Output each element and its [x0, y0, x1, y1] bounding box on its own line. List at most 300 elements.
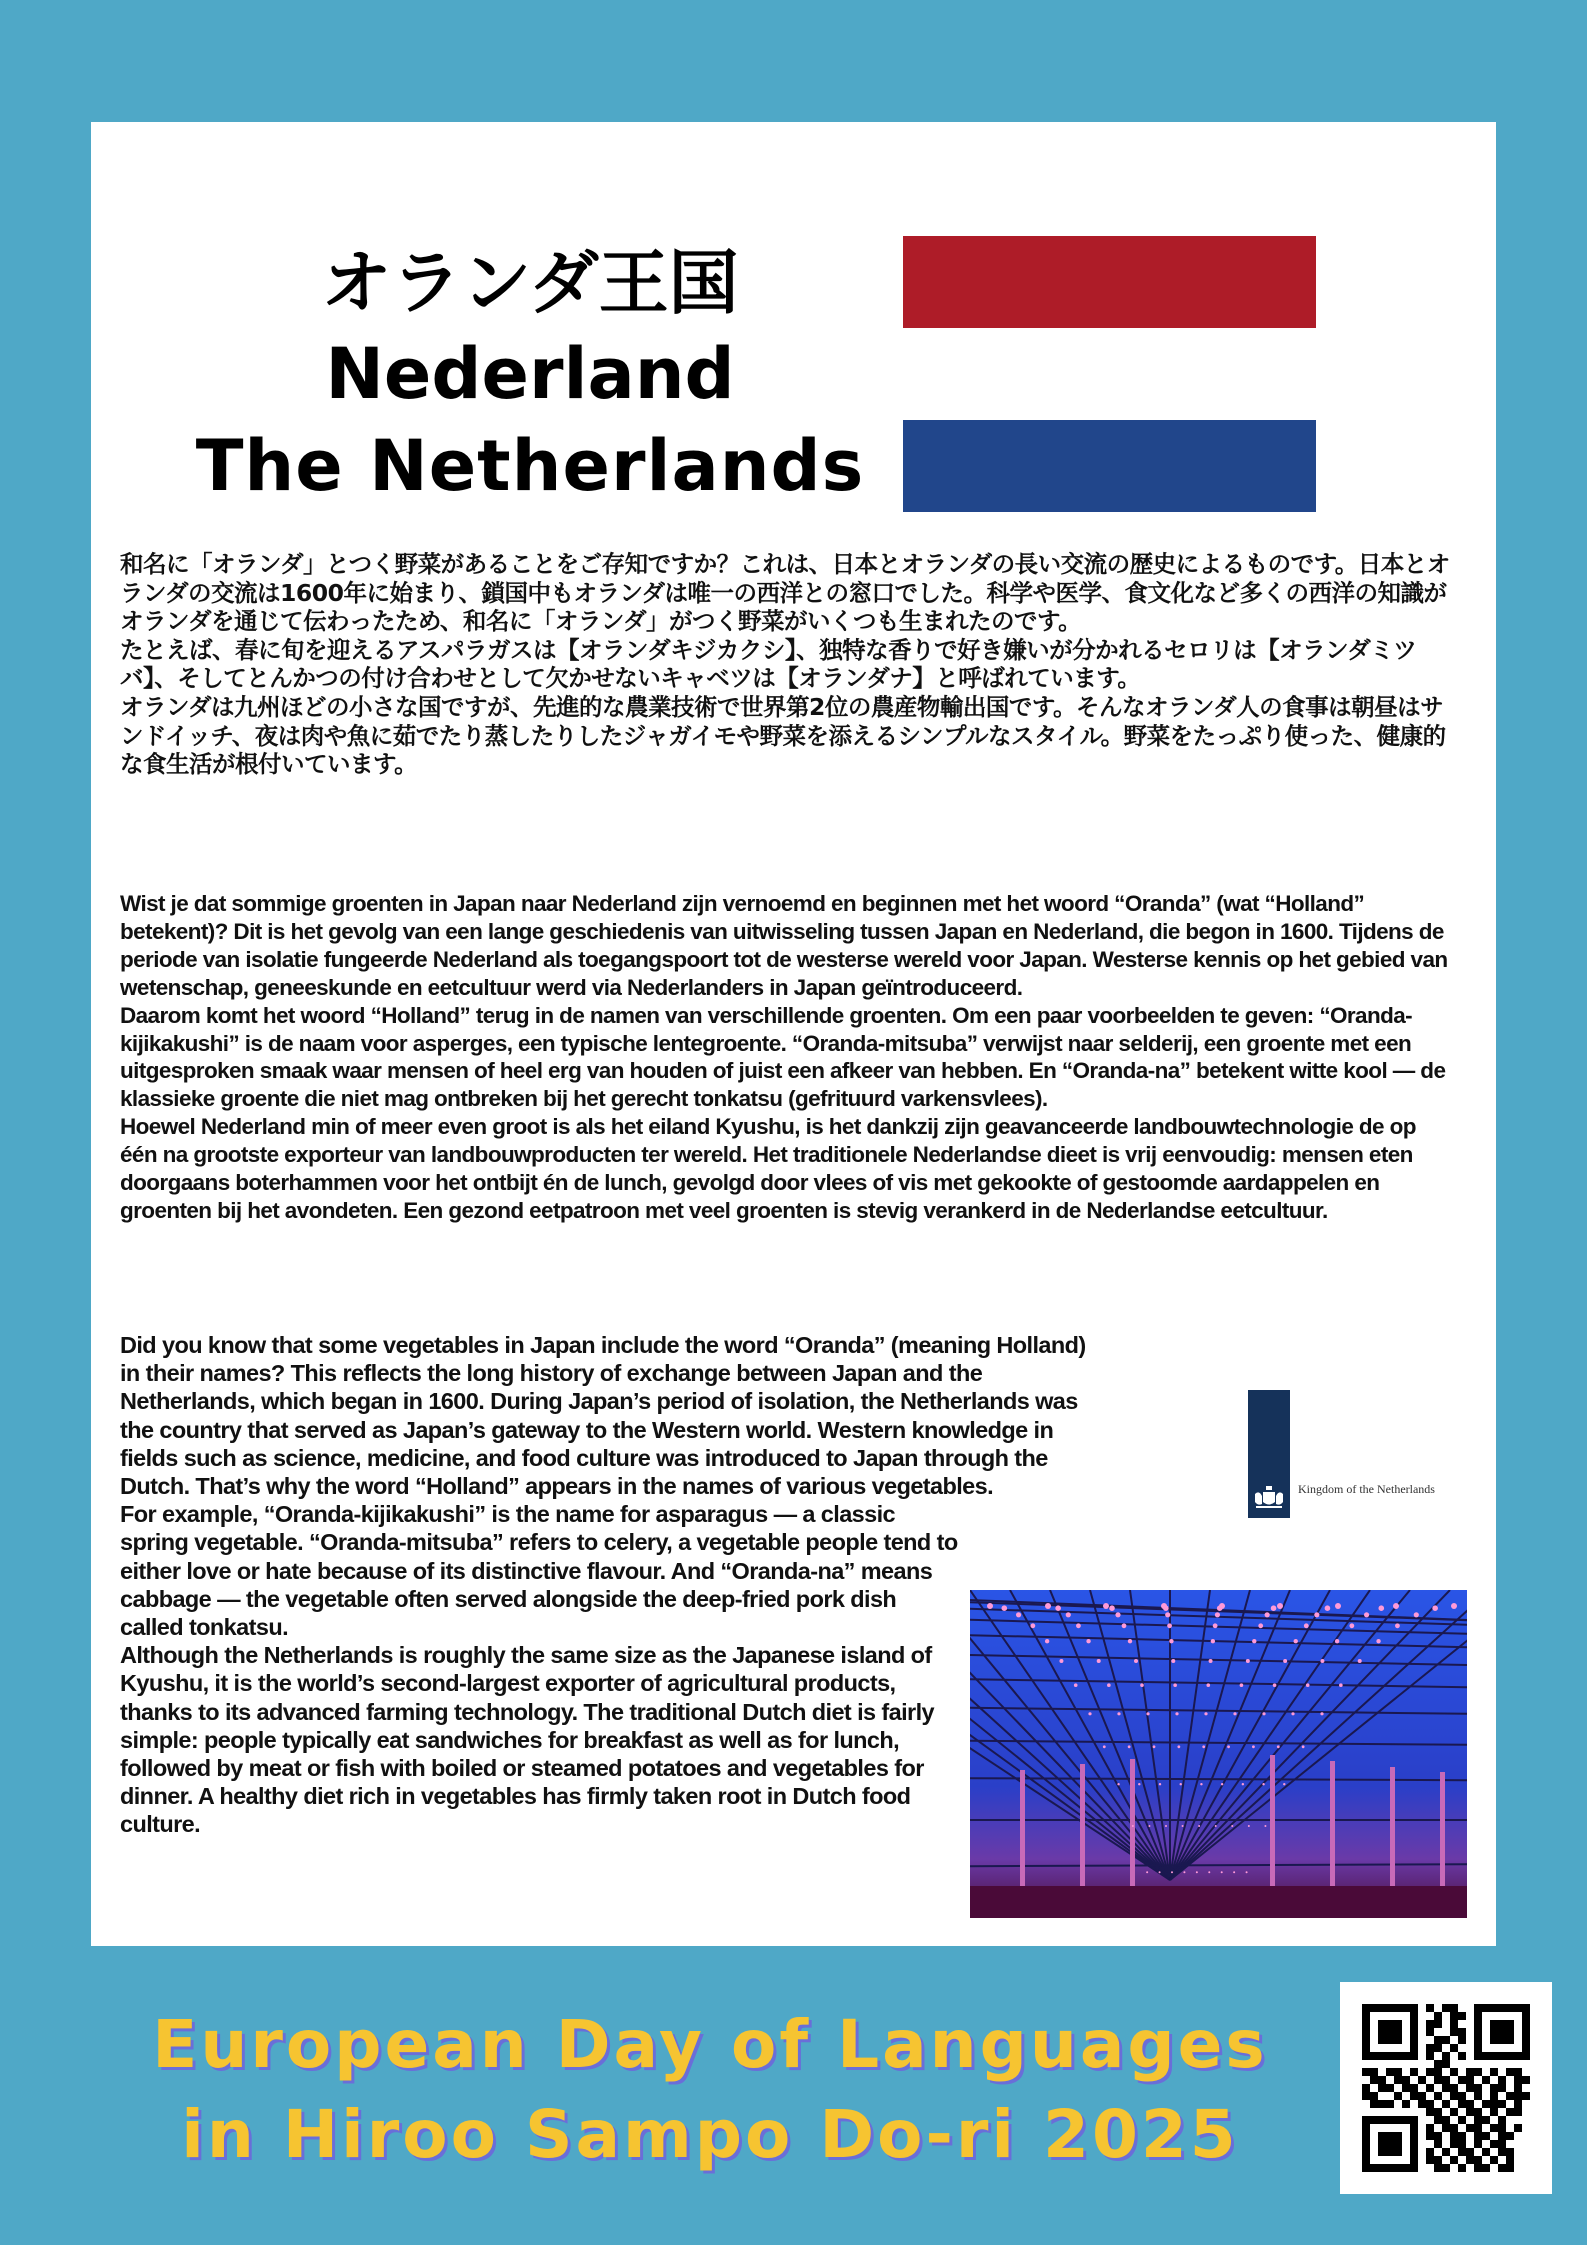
qr-module: [1426, 2052, 1434, 2060]
grow-light: [1148, 1825, 1150, 1827]
qr-module: [1450, 2004, 1458, 2012]
qr-module: [1370, 2092, 1378, 2100]
grow-light: [1066, 1612, 1071, 1617]
qr-module: [1498, 2132, 1506, 2140]
qr-module: [1426, 2108, 1434, 2116]
netherlands-flag-icon: [903, 236, 1316, 512]
support-post: [1440, 1772, 1445, 1890]
qr-module: [1378, 2100, 1386, 2108]
grow-light: [1283, 1659, 1287, 1663]
qr-module: [1490, 2156, 1498, 2164]
english-paragraph: Did you know that some vegetables in Japan include the word “Oranda” (meaning Holland) in their names? This reflects the long history of exchange between Japan and the Netherlands, which began in 1600. During Japan’s period of isolation, the Netherlands was the country that served as Japan’s gateway to the Western world. Western knowledge in fields such as science, medicine, and food culture was introduced to Japan through the Dutch. That’s why the word “Holland” appears in the names of various vegetables.: [120, 1332, 1086, 1500]
qr-module: [1434, 2164, 1442, 2172]
qr-module: [1490, 2140, 1498, 2148]
qr-finder: [1362, 2116, 1418, 2124]
grow-light: [1208, 1871, 1210, 1873]
grow-light: [1200, 1783, 1202, 1785]
grow-light: [1227, 1745, 1230, 1748]
grow-light: [1378, 1605, 1384, 1611]
qr-module: [1410, 2068, 1418, 2076]
qr-module: [1442, 2100, 1450, 2108]
qr-module: [1434, 2116, 1442, 2124]
qr-module: [1514, 2084, 1522, 2092]
grow-light: [1215, 1612, 1220, 1617]
grow-light: [1117, 1712, 1120, 1715]
grow-light: [1055, 1605, 1061, 1611]
grow-light: [1335, 1603, 1341, 1609]
grow-light: [1358, 1659, 1362, 1663]
qr-module: [1458, 2092, 1466, 2100]
grow-light: [1395, 1623, 1400, 1628]
qr-module: [1394, 2092, 1402, 2100]
qr-module: [1362, 2068, 1370, 2076]
qr-module: [1362, 2084, 1370, 2092]
qr-finder: [1378, 2132, 1402, 2156]
kingdom-of-the-netherlands-logo: [1248, 1390, 1458, 1518]
grow-light: [1173, 1683, 1177, 1687]
qr-module: [1450, 2012, 1458, 2020]
qr-module: [1434, 2068, 1442, 2076]
grow-light: [1258, 1623, 1263, 1628]
qr-module: [1426, 2028, 1434, 2036]
qr-finder: [1362, 2004, 1418, 2012]
qr-module: [1474, 2068, 1482, 2076]
qr-module: [1490, 2084, 1498, 2092]
qr-module: [1426, 2100, 1434, 2108]
qr-module: [1410, 2084, 1418, 2092]
qr-module: [1458, 2116, 1466, 2124]
qr-module: [1490, 2124, 1498, 2132]
qr-module: [1498, 2164, 1506, 2172]
qr-module: [1442, 2076, 1450, 2084]
qr-module: [1434, 2020, 1442, 2028]
grow-light: [1215, 1825, 1217, 1827]
qr-module: [1474, 2084, 1482, 2092]
qr-module: [1378, 2076, 1386, 2084]
grow-light: [1231, 1825, 1233, 1827]
grow-light: [1059, 1659, 1063, 1663]
qr-module: [1394, 2068, 1402, 2076]
grow-light: [1252, 1745, 1255, 1748]
logo-bar: [1248, 1390, 1290, 1518]
grow-light: [1140, 1683, 1144, 1687]
grow-light: [1109, 1605, 1115, 1611]
title-dutch: Nederland: [325, 333, 735, 415]
grow-light: [1335, 1639, 1339, 1643]
grow-light: [1364, 1612, 1369, 1617]
grow-light: [1103, 1745, 1106, 1748]
logo-text: Kingdom of the Netherlands: [1298, 1482, 1435, 1496]
grow-light: [1171, 1659, 1175, 1663]
qr-module: [1514, 2108, 1522, 2116]
grow-light: [1128, 1639, 1132, 1643]
grow-light: [1242, 1783, 1244, 1785]
qr-module: [1434, 2140, 1442, 2148]
qr-module: [1402, 2084, 1410, 2092]
grow-light: [1167, 1623, 1172, 1628]
qr-module: [1418, 2092, 1426, 2100]
grow-light: [1246, 1659, 1250, 1663]
qr-module: [1474, 2164, 1482, 2172]
qr-finder: [1474, 2004, 1530, 2012]
grow-light: [987, 1603, 993, 1609]
grow-light: [1001, 1605, 1007, 1611]
english-paragraph: Although the Netherlands is roughly the same size as the Japanese island of Kyushu, it is the world’s second-largest exporter of agricultural products, thanks to its advanced farming technology. The traditional Dutch diet is fairly simple: people typically eat sandwiches for breakfast as well as for lunch, followed by meat or fish with boiled or steamed potatoes and vegetables for dinner. A healthy diet rich in vegetables has firmly taken root in Dutch food culture.: [120, 1642, 934, 1838]
grow-light: [1153, 1745, 1156, 1748]
qr-module: [1394, 2076, 1402, 2084]
flag-band-white: [903, 328, 1316, 420]
grow-light: [1306, 1683, 1310, 1687]
qr-module: [1426, 2156, 1434, 2164]
support-post: [1130, 1759, 1135, 1890]
qr-module: [1458, 2140, 1466, 2148]
grow-light: [1159, 1783, 1161, 1785]
grow-light: [1264, 1825, 1266, 1827]
grow-light: [1283, 1783, 1285, 1785]
grow-light: [1180, 1783, 1182, 1785]
japanese-text: [120, 550, 1450, 779]
qr-module: [1450, 2068, 1458, 2076]
grow-light: [1277, 1603, 1283, 1609]
qr-module: [1466, 2124, 1474, 2132]
qr-module: [1442, 2004, 1450, 2012]
flag-band-blue: [903, 420, 1316, 512]
qr-module: [1434, 2156, 1442, 2164]
grow-light: [1204, 1712, 1207, 1715]
grow-light: [1304, 1623, 1309, 1628]
qr-module: [1458, 2036, 1466, 2044]
grow-light: [1097, 1659, 1101, 1663]
grow-light: [1146, 1712, 1149, 1715]
qr-module: [1362, 2092, 1370, 2100]
grow-light: [1217, 1605, 1223, 1611]
qr-module: [1450, 2028, 1458, 2036]
grow-light: [1086, 1639, 1090, 1643]
qr-module: [1418, 2076, 1426, 2084]
grow-light: [1016, 1612, 1021, 1617]
qr-module: [1514, 2092, 1522, 2100]
qr-module: [1442, 2148, 1450, 2156]
qr-module: [1466, 2084, 1474, 2092]
qr-module: [1490, 2108, 1498, 2116]
qr-finder: [1362, 2164, 1418, 2172]
grow-light: [1240, 1683, 1244, 1687]
grow-light: [1271, 1605, 1277, 1611]
qr-module: [1442, 2124, 1450, 2132]
qr-module: [1466, 2076, 1474, 2084]
grow-light: [1177, 1745, 1180, 1748]
grow-light: [1213, 1623, 1218, 1628]
grow-light: [1138, 1783, 1140, 1785]
qr-module: [1498, 2100, 1506, 2108]
grow-light: [1265, 1612, 1270, 1617]
grow-light: [1163, 1605, 1169, 1611]
banner-line-1: European Day of Languages: [152, 2006, 1268, 2083]
qr-module: [1426, 2044, 1434, 2052]
grow-light: [1045, 1603, 1051, 1609]
grow-light: [1198, 1825, 1200, 1827]
grow-light: [1076, 1623, 1081, 1628]
grow-light: [1074, 1683, 1078, 1687]
qr-module: [1450, 2132, 1458, 2140]
qr-module: [1458, 2012, 1466, 2020]
qr-module: [1482, 2116, 1490, 2124]
grow-light: [1432, 1605, 1438, 1611]
grow-light: [1171, 1871, 1173, 1873]
qr-module: [1522, 2076, 1530, 2084]
qr-module: [1426, 2148, 1434, 2156]
grow-light: [1252, 1639, 1256, 1643]
grow-light: [1320, 1659, 1324, 1663]
qr-module: [1426, 2004, 1434, 2012]
grow-light: [1414, 1612, 1419, 1617]
banner-line-2: in Hiroo Sampo Do-ri 2025: [181, 2096, 1239, 2173]
qr-module: [1506, 2156, 1514, 2164]
qr-module: [1450, 2084, 1458, 2092]
grow-light: [1115, 1612, 1120, 1617]
grow-light: [1221, 1871, 1223, 1873]
grow-light: [1233, 1871, 1235, 1873]
grow-light: [1202, 1745, 1205, 1748]
title-japanese: オランダ王国: [321, 242, 739, 324]
qr-module: [1402, 2076, 1410, 2084]
qr-module: [1466, 2156, 1474, 2164]
qr-module: [1474, 2140, 1482, 2148]
grow-light: [1103, 1603, 1109, 1609]
grow-light: [1325, 1605, 1331, 1611]
qr-module: [1458, 2052, 1466, 2060]
qr-module: [1458, 2100, 1466, 2108]
grow-light: [1183, 1871, 1185, 1873]
support-post: [1270, 1755, 1275, 1890]
qr-module: [1442, 2052, 1450, 2060]
qr-module: [1474, 2092, 1482, 2100]
grow-light: [1349, 1623, 1354, 1628]
qr-module: [1434, 2092, 1442, 2100]
qr-module: [1450, 2140, 1458, 2148]
qr-finder: [1378, 2020, 1402, 2044]
japanese-paragraph: オランダは九州ほどの小さな国ですが、先進的な農業技術で世界第2位の農産物輸出国です。そんなオランダ人の食事は朝昼はサンドイッチ、夜は肉や魚に茹でたり蒸したりしたジャガイモや野菜を添えるシンプルなスタイル。野菜をたっぷり使った、健康的な食生活が根付いています。: [120, 692, 1446, 779]
grow-light: [1233, 1712, 1236, 1715]
dutch-text: [120, 890, 1450, 1225]
grow-light: [1393, 1603, 1399, 1609]
qr-module: [1458, 2076, 1466, 2084]
qr-module: [1442, 2084, 1450, 2092]
grow-light: [1182, 1825, 1184, 1827]
qr-module: [1450, 2092, 1458, 2100]
support-post: [1080, 1764, 1085, 1890]
qr-module: [1450, 2124, 1458, 2132]
qr-module: [1386, 2068, 1394, 2076]
grow-light: [1132, 1825, 1134, 1827]
qr-module: [1434, 2076, 1442, 2084]
qr-module: [1434, 2044, 1442, 2052]
english-paragraph: For example, “Oranda-kijikakushi” is the name for asparagus — a classic spring vegetable. “Oranda-mitsuba” refers to celery, a vegetable people tend to either love or hate because of its distinctive flavour. And “Oranda-na” means cabbage — the vegetable often served alongside the deep-fried pork dish called tonkatsu.: [120, 1501, 958, 1641]
qr-module: [1506, 2164, 1514, 2172]
qr-finder: [1490, 2020, 1514, 2044]
qr-module: [1434, 2012, 1442, 2020]
qr-finder: [1522, 2004, 1530, 2060]
qr-module: [1426, 2068, 1434, 2076]
grow-light: [1107, 1683, 1111, 1687]
qr-module: [1434, 2132, 1442, 2140]
grow-light: [1088, 1712, 1091, 1715]
qr-module: [1482, 2100, 1490, 2108]
dutch-paragraph: Hoewel Nederland min of meer even groot is als het eiland Kyushu, is het dankzij zijn geavanceerde landbouwtechnologie de op één na grootste exporteur van landbouwproducten ter wereld. Het traditionele Nederlandse dieet is vrij eenvoudig: mensen eten doorgaans boterhammen voor het ontbijt én de lunch, gevolgd door vlees of vis met gekookte of gestoomde aardappelen en groenten bij het avondeten. Een gezond eetpatroon met veel groenten is stevig verankerd in de Nederlandse eetcultuur.: [120, 1114, 1416, 1223]
grow-light: [1211, 1639, 1215, 1643]
qr-module: [1402, 2100, 1410, 2108]
qr-finder: [1474, 2004, 1482, 2060]
support-post: [1020, 1770, 1025, 1890]
grow-light: [1273, 1683, 1277, 1687]
qr-module: [1474, 2156, 1482, 2164]
qr-finder: [1362, 2116, 1370, 2172]
grow-light: [1134, 1659, 1138, 1663]
qr-module: [1466, 2148, 1474, 2156]
qr-module: [1370, 2068, 1378, 2076]
qr-module: [1506, 2132, 1514, 2140]
page-title: [150, 238, 910, 512]
title-english: The Netherlands: [195, 425, 865, 507]
qr-module: [1370, 2100, 1378, 2108]
grow-light: [1302, 1745, 1305, 1748]
qr-module: [1506, 2148, 1514, 2156]
qr-module: [1458, 2132, 1466, 2140]
qr-module: [1450, 2044, 1458, 2052]
qr-module: [1434, 2060, 1442, 2068]
grow-light: [1045, 1639, 1049, 1643]
dutch-paragraph: Daarom komt het woord “Holland” terug in de namen van verschillende groenten. Om een paar voorbeelden te geven: “Oranda-kijikakushi” is de naam voor asperges, een typische lentegroente. “Oranda-mitsuba” verwijst naar selderij, een groente met een uitgesproken smaak waar mensen of heel erg van houden of juist een afkeer van hebben. En “Oranda-na” betekent witte kool — de klassieke groente die niet mag ontbreken bij het gerecht tonkatsu (gefrituurd varkensvlees).: [120, 1002, 1446, 1112]
grow-light: [1165, 1612, 1170, 1617]
grow-light: [1128, 1745, 1131, 1748]
qr-module: [1498, 2084, 1506, 2092]
dutch-paragraph: Wist je dat sommige groenten in Japan naar Nederland zijn vernoemd en beginnen met het woord “Oranda” (wat “Holland” betekent)? Dit is het gevolg van een lange geschiedenis van uitwisseling tussen Japan en Nederland, die begon in 1600. Tijdens de periode van isolatie fungeerde Nederland als toegangspoort tot de westerse wereld voor Japan. Westerse kennis op het gebied van wetenschap, geneeskunde en eetcultuur werd via Nederlanders in Japan geïntroduceerd.: [120, 891, 1448, 1000]
qr-module: [1498, 2148, 1506, 2156]
grow-light: [1294, 1639, 1298, 1643]
qr-module: [1482, 2164, 1490, 2172]
qr-module: [1442, 2164, 1450, 2172]
qr-module: [1442, 2036, 1450, 2044]
qr-module: [1514, 2100, 1522, 2108]
qr-module: [1474, 2124, 1482, 2132]
qr-module: [1426, 2124, 1434, 2132]
qr-module: [1450, 2156, 1458, 2164]
qr-module: [1458, 2164, 1466, 2172]
grow-light: [1339, 1683, 1343, 1687]
grow-light: [1165, 1825, 1167, 1827]
grow-light: [1291, 1712, 1294, 1715]
qr-code-icon: [1362, 2004, 1530, 2172]
qr-module: [1370, 2076, 1378, 2084]
royal-coat-of-arms-icon: [1248, 1390, 1290, 1518]
grow-light: [1248, 1825, 1250, 1827]
grow-light: [1221, 1783, 1223, 1785]
qr-module: [1386, 2100, 1394, 2108]
qr-module: [1490, 2092, 1498, 2100]
qr-module: [1442, 2060, 1450, 2068]
qr-module: [1378, 2084, 1386, 2092]
grow-light: [1277, 1745, 1280, 1748]
japanese-paragraph: 和名に「オランダ」とつく野菜があることをご存知ですか？これは、日本とオランダの長い交流の歴史によるものです。日本とオランダの交流は1600年に始まり、鎖国中もオランダは唯一の西洋との窓口でした。科学や医学、食文化など多くの西洋の知識がオランダを通じて伝わったため、和名に「オランダ」がつく野菜がいくつも生まれたのです。: [120, 550, 1450, 636]
qr-module: [1482, 2132, 1490, 2140]
greenhouse-photo: [970, 1590, 1467, 1918]
qr-module: [1474, 2132, 1482, 2140]
qr-module: [1498, 2076, 1506, 2084]
qr-module: [1474, 2108, 1482, 2116]
grow-light: [1117, 1783, 1119, 1785]
qr-module: [1426, 2132, 1434, 2140]
grow-light: [1320, 1712, 1323, 1715]
qr-module: [1466, 2068, 1474, 2076]
qr-module: [1482, 2076, 1490, 2084]
grow-light: [1376, 1639, 1380, 1643]
grow-light: [1209, 1659, 1213, 1663]
qr-finder: [1410, 2004, 1418, 2060]
qr-module: [1498, 2124, 1506, 2132]
qr-finder: [1474, 2052, 1530, 2060]
qr-module: [1466, 2108, 1474, 2116]
grow-light: [1246, 1871, 1248, 1873]
qr-module: [1466, 2100, 1474, 2108]
qr-module: [1498, 2140, 1506, 2148]
qr-module: [1426, 2084, 1434, 2092]
qr-module: [1506, 2108, 1514, 2116]
qr-module: [1434, 2108, 1442, 2116]
grow-light: [1314, 1612, 1319, 1617]
grow-light: [1262, 1712, 1265, 1715]
grow-light: [1175, 1712, 1178, 1715]
qr-module: [1442, 2116, 1450, 2124]
grow-light: [1196, 1871, 1198, 1873]
qr-finder: [1410, 2116, 1418, 2172]
qr-code[interactable]: [1340, 1982, 1552, 2194]
qr-finder: [1362, 2004, 1370, 2060]
qr-module: [1410, 2092, 1418, 2100]
qr-module: [1490, 2100, 1498, 2108]
grow-light: [1206, 1683, 1210, 1687]
qr-module: [1474, 2116, 1482, 2124]
qr-module: [1418, 2100, 1426, 2108]
qr-module: [1506, 2068, 1514, 2076]
grow-light: [1262, 1783, 1264, 1785]
qr-module: [1514, 2124, 1522, 2132]
qr-module: [1514, 2068, 1522, 2076]
support-post: [1330, 1761, 1335, 1890]
grow-light: [1451, 1603, 1457, 1609]
grow-light: [1030, 1623, 1035, 1628]
japanese-paragraph: たとえば、春に旬を迎えるアスパラガスは【オランダキジカクシ】、独特な香りで好き嫌いが分かれるセロリは【オランダミツバ】、そしてとんかつの付け合わせとして欠かせないキャベツは【オランダナ】と呼ばれています。: [120, 635, 1417, 693]
qr-module: [1498, 2116, 1506, 2124]
qr-module: [1426, 2020, 1434, 2028]
qr-module: [1386, 2084, 1394, 2092]
grow-light: [1159, 1871, 1161, 1873]
grow-light: [1146, 1871, 1148, 1873]
qr-module: [1450, 2020, 1458, 2028]
qr-module: [1490, 2068, 1498, 2076]
support-post: [1390, 1767, 1395, 1890]
qr-finder: [1362, 2052, 1418, 2060]
qr-module: [1434, 2036, 1442, 2044]
qr-module: [1506, 2092, 1514, 2100]
event-banner: [110, 2000, 1310, 2180]
qr-module: [1514, 2076, 1522, 2084]
qr-module: [1458, 2148, 1466, 2156]
qr-module: [1522, 2092, 1530, 2100]
grow-light: [1169, 1639, 1173, 1643]
grow-light: [1122, 1623, 1127, 1628]
qr-module: [1458, 2028, 1466, 2036]
qr-module: [1450, 2108, 1458, 2116]
